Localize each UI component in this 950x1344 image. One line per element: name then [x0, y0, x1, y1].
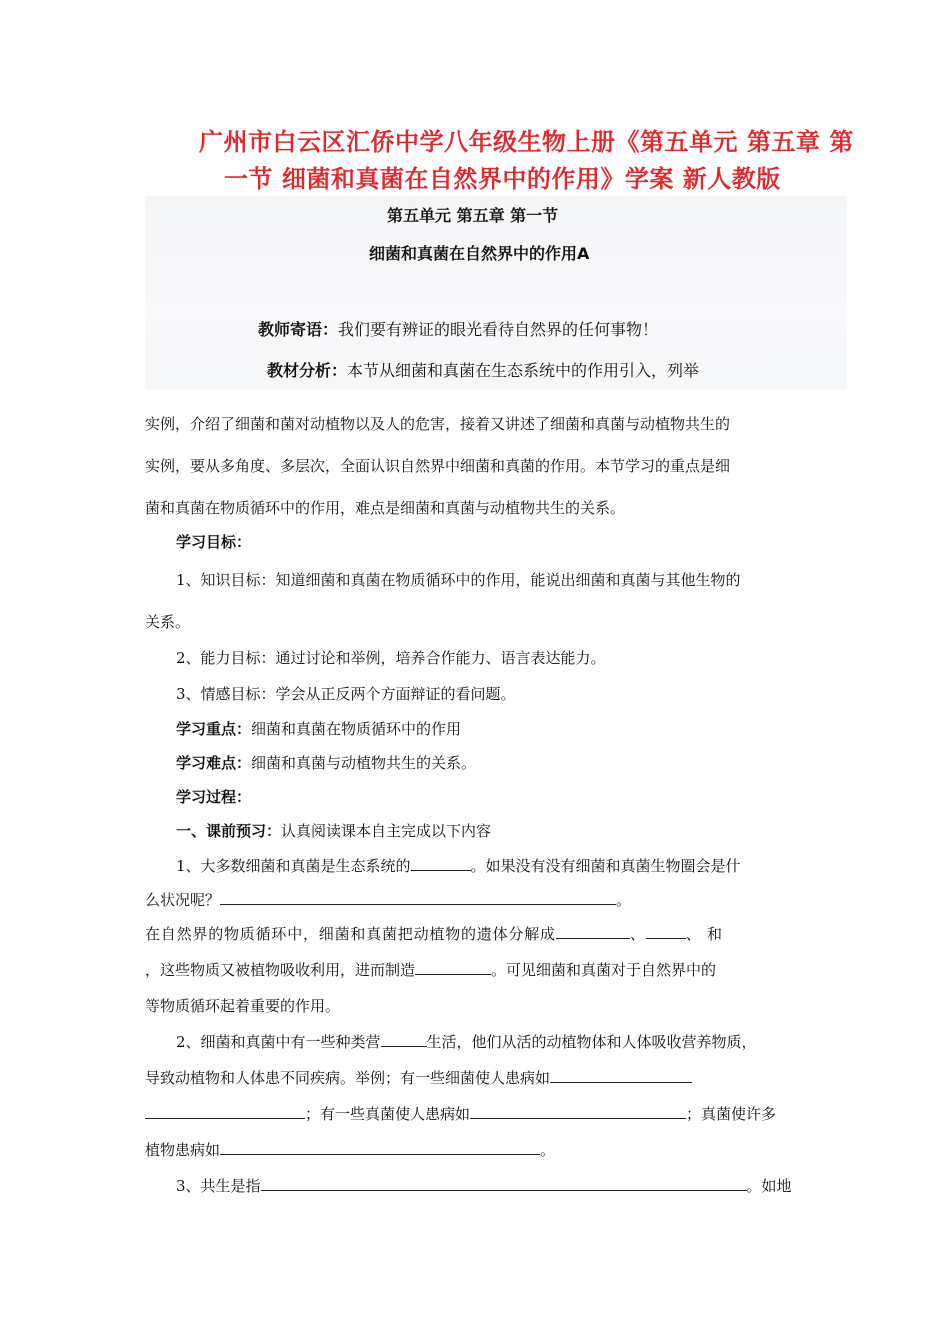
- q1-text-i: 。可见细菌和真菌对于自然界中的: [491, 961, 717, 979]
- q2-text-d: ；有一些真菌使人患病如: [305, 1105, 471, 1123]
- preview-label: 一、课前预习：: [176, 822, 282, 840]
- q1-text-g: 、 和: [685, 925, 723, 943]
- preview-text: 认真阅读课本自主完成以下内容: [281, 822, 492, 840]
- analysis-paragraph-line-2: 实例，要从多角度、多层次，全面认识自然界中细菌和真菌的作用。本节学习的重点是细: [145, 457, 731, 475]
- q2-text-b: 生活，他们从活的动植物体和人体吸收营养物质，: [426, 1033, 757, 1051]
- q1-text-b: 。如果没有没有细菌和真菌生物圈会是什: [470, 857, 741, 875]
- teacher-message-text: 我们要有辨证的眼光看待自然界的任何事物！: [338, 320, 659, 339]
- answer-blank[interactable]: [220, 890, 616, 905]
- topic-heading: 细菌和真菌在自然界中的作用A: [369, 244, 590, 263]
- question-2-line-1: [176, 1032, 757, 1052]
- q1-text-a: 1、大多数细菌和真菌是生态系统的: [176, 857, 411, 875]
- q1-text-c: 么状况呢？: [145, 891, 221, 909]
- question-3-line-1: [176, 1176, 792, 1196]
- analysis-paragraph-line-3: 菌和真菌在物质循环中的作用，难点是细菌和真菌与动植物共生的关系。: [145, 499, 626, 517]
- key-point-text: 细菌和真菌在物质循环中的作用: [251, 720, 462, 738]
- q1-text-d: 。: [616, 891, 632, 909]
- textbook-analysis-label: 教材分析：: [267, 361, 348, 380]
- question-1-line-2: [145, 890, 631, 910]
- goal-ability: 2、能力目标：通过讨论和举例，培养合作能力、语言表达能力。: [176, 649, 606, 667]
- question-2-line-2: [145, 1068, 692, 1088]
- answer-blank[interactable]: [556, 924, 630, 939]
- answer-blank[interactable]: [261, 1176, 747, 1191]
- difficulty-text: 细菌和真菌与动植物共生的关系。: [251, 754, 477, 772]
- answer-blank[interactable]: [145, 1104, 305, 1119]
- learning-difficulty: [176, 753, 476, 773]
- learning-process-label: 学习过程：: [176, 788, 252, 806]
- key-point-label: 学习重点：: [176, 720, 252, 738]
- textbook-analysis-text: 本节从细菌和真菌在生态系统中的作用引入，列举: [347, 361, 700, 380]
- q1-text-f: 、: [629, 925, 646, 943]
- learning-key-point: [176, 719, 461, 739]
- goal-knowledge-line-2: 关系。: [145, 613, 191, 631]
- question-1-line-3: [145, 924, 723, 944]
- teacher-message-label: 教师寄语：: [258, 320, 339, 339]
- question-1-line-5: 等物质循环起着重要的作用。: [145, 997, 341, 1015]
- q3-text-b: 。如地: [746, 1177, 792, 1195]
- goal-knowledge-line-1: 1、知识目标：知道细菌和真菌在物质循环中的作用，能说出细菌和真菌与其他生物的: [176, 571, 741, 589]
- analysis-paragraph-line-1: 实例，介绍了细菌和菌对动植物以及人的危害，接着又讲述了细菌和真菌与动植物共生的: [145, 415, 731, 433]
- q2-text-g: 。: [540, 1141, 556, 1159]
- difficulty-label: 学习难点：: [176, 754, 252, 772]
- document-title-line-1: 广州市白云区汇侨中学八年级生物上册《第五单元 第五章 第: [199, 128, 854, 156]
- answer-blank[interactable]: [381, 1032, 427, 1047]
- question-1-line-4: [145, 960, 716, 980]
- learning-goals-label: 学习目标：: [176, 533, 252, 551]
- answer-blank[interactable]: [550, 1068, 692, 1083]
- answer-blank[interactable]: [220, 1140, 540, 1155]
- q2-text-a: 2、细菌和真菌中有一些种类营: [176, 1033, 381, 1051]
- q1-text-e: 在自然界的物质循环中，细菌和真菌把动植物的遗体分解成: [145, 925, 556, 943]
- textbook-analysis: [267, 361, 699, 381]
- q2-text-e: ；真菌使许多: [686, 1105, 777, 1123]
- q2-text-c: 导致动植物和人体患不同疾病。举例；有一些细菌使人患病如: [145, 1069, 551, 1087]
- answer-blank[interactable]: [470, 1104, 686, 1119]
- answer-blank[interactable]: [411, 856, 471, 871]
- document-title-line-2: 一节 细菌和真菌在自然界中的作用》学案 新人教版: [224, 165, 781, 193]
- question-1-line-1: [176, 856, 741, 876]
- q3-text-a: 3、共生是指: [176, 1177, 261, 1195]
- preview-section: [176, 821, 491, 841]
- teacher-message: [258, 320, 658, 340]
- question-2-line-3: [145, 1104, 776, 1124]
- answer-blank[interactable]: [646, 924, 686, 939]
- question-2-line-4: [145, 1140, 555, 1160]
- unit-heading: 第五单元 第五章 第一节: [387, 206, 559, 225]
- q2-text-f: 植物患病如: [145, 1141, 221, 1159]
- q1-text-h: ，这些物质又被植物吸收利用，进而制造: [145, 961, 416, 979]
- goal-emotion: 3、情感目标：学会从正反两个方面辩证的看问题。: [176, 685, 516, 703]
- answer-blank[interactable]: [415, 960, 491, 975]
